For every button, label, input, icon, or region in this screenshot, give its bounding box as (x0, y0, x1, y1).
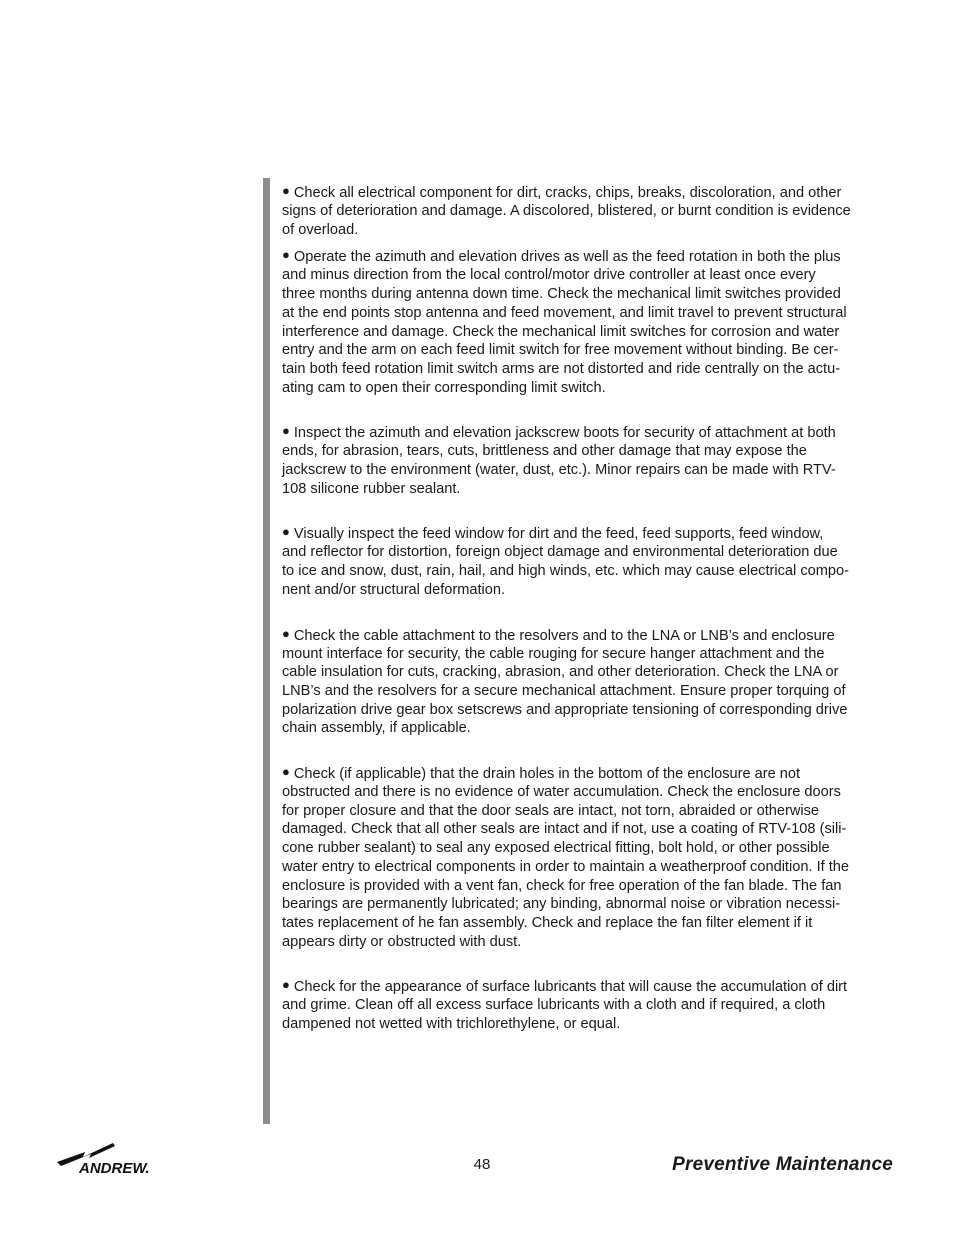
item-line: signs of deterioration and damage. A discolored, blistered, or burnt condition is evidence (282, 203, 851, 219)
item-line: cable insulation for cuts, cracking, abrasion, and other deterioration. Check the LNA or (282, 664, 839, 681)
item-line: ating cam to open their corresponding limit switch. (282, 379, 606, 396)
item-first-line: Check for the appearance of surface lubricants that will cause the accumulation of dirt (293, 979, 848, 996)
item-line: three months during antenna down time. Check the mechanical limit switches provided (282, 286, 841, 303)
item-first-line: Check the cable attachment to the resolvers and to the LNA or LNB’s and enclosure (293, 627, 835, 644)
bullet-icon: ● (282, 247, 290, 263)
item-line: interference and damage. Check the mechanical limit switches for corrosion and water (282, 323, 840, 340)
item-line: chain assembly, if applicable. (282, 720, 471, 737)
item-line: and reflector for distortion, foreign object damage and environmental deterioration due (282, 544, 838, 561)
item-first-line: Inspect the azimuth and elevation jackscrew boots for security of attachment at both (293, 425, 836, 442)
item-line: water entry to electrical components in order to maintain a weatherproof condition. If the (282, 858, 850, 875)
item-line: appears dirty or obstructed with dust. (282, 933, 522, 950)
item-line: jackscrew to the environment (water, dust, etc.). Minor repairs can be made with RTV- (282, 462, 836, 479)
margin-rule (263, 178, 270, 1124)
item-line: obstructed and there is no evidence of water accumulation. Check the enclosure doors (282, 784, 841, 801)
list-item (282, 623, 898, 739)
bullet-icon: ● (282, 183, 290, 198)
list-item (282, 761, 898, 951)
item-line: for proper closure and that the door seals are intact, not torn, abraided or otherwise (282, 802, 820, 819)
andrew-logo (55, 1140, 171, 1176)
item-line: at the end points stop antenna and feed movement, and limit travel to prevent structural (282, 304, 847, 321)
list-item (282, 180, 898, 239)
item-line: nent and/or structural deformation. (282, 581, 506, 598)
item-line: entry and the arm on each feed limit switch for free movement without binding. Be cer- (282, 342, 839, 359)
item-line: 108 silicone rubber sealant. (282, 480, 461, 497)
list-item (282, 521, 898, 599)
item-first-line: Visually inspect the feed window for dirt and the feed, feed supports, feed window, (293, 526, 824, 543)
item-line: enclosure is provided with a vent fan, check for free operation of the fan blade. The fan (282, 877, 842, 894)
logo-text: ANDREW. (79, 1160, 150, 1176)
item-line: mount interface for security, the cable rouging for secure hanger attachment and the (282, 645, 825, 662)
page-number: 48 (473, 1156, 491, 1173)
item-line: ends, for abrasion, tears, cuts, brittleness and other damage that may expose the (282, 443, 807, 460)
item-line: bearings are permanently lubricated; any binding, abnormal noise or vibration necessi- (282, 896, 841, 913)
item-line: damaged. Check that all other seals are intact and if not, use a coating of RTV-108 (sili- (282, 821, 847, 838)
bullet-icon: ● (282, 977, 290, 993)
item-line: tates replacement of he fan assembly. Check and replace the fan filter element if it (282, 914, 813, 931)
item-line: dampened not wetted with trichlorethylene, or equal. (282, 1016, 621, 1033)
maintenance-checklist (282, 180, 898, 1034)
item-first-line: Check all electrical component for dirt, cracks, chips, breaks, discoloration, and other (293, 185, 842, 201)
item-first-line: Check (if applicable) that the drain holes in the bottom of the enclosure are not (293, 766, 801, 783)
item-line: polarization drive gear box setscrews and appropriate tensioning of corresponding drive (282, 701, 848, 718)
bullet-icon: ● (282, 625, 290, 641)
bullet-icon: ● (282, 524, 290, 540)
list-item (282, 420, 898, 498)
item-line: of overload. (282, 221, 359, 238)
item-line: and minus direction from the local control/motor drive controller at least once every (282, 267, 816, 284)
section-title: Preventive Maintenance (672, 1154, 893, 1175)
item-line: and grime. Clean off all excess surface lubricants with a cloth and if required, a cloth (282, 997, 826, 1014)
list-item (282, 244, 898, 397)
item-line: tain both feed rotation limit switch arms are not distorted and ride centrally on the actu- (282, 360, 841, 377)
item-line: to ice and snow, dust, rain, hail, and high winds, etc. which may cause electrical compo- (282, 563, 850, 580)
bullet-icon: ● (282, 764, 290, 780)
item-first-line: Operate the azimuth and elevation drives as well as the feed rotation in both the plus (293, 249, 841, 266)
item-line: LNB’s and the resolvers for a secure mechanical attachment. Ensure proper torquing of (282, 682, 846, 699)
list-item (282, 974, 898, 1033)
item-line: cone rubber sealant) to seal any exposed electrical fitting, bolt hold, or other possible (282, 840, 830, 857)
bullet-icon: ● (282, 423, 290, 439)
